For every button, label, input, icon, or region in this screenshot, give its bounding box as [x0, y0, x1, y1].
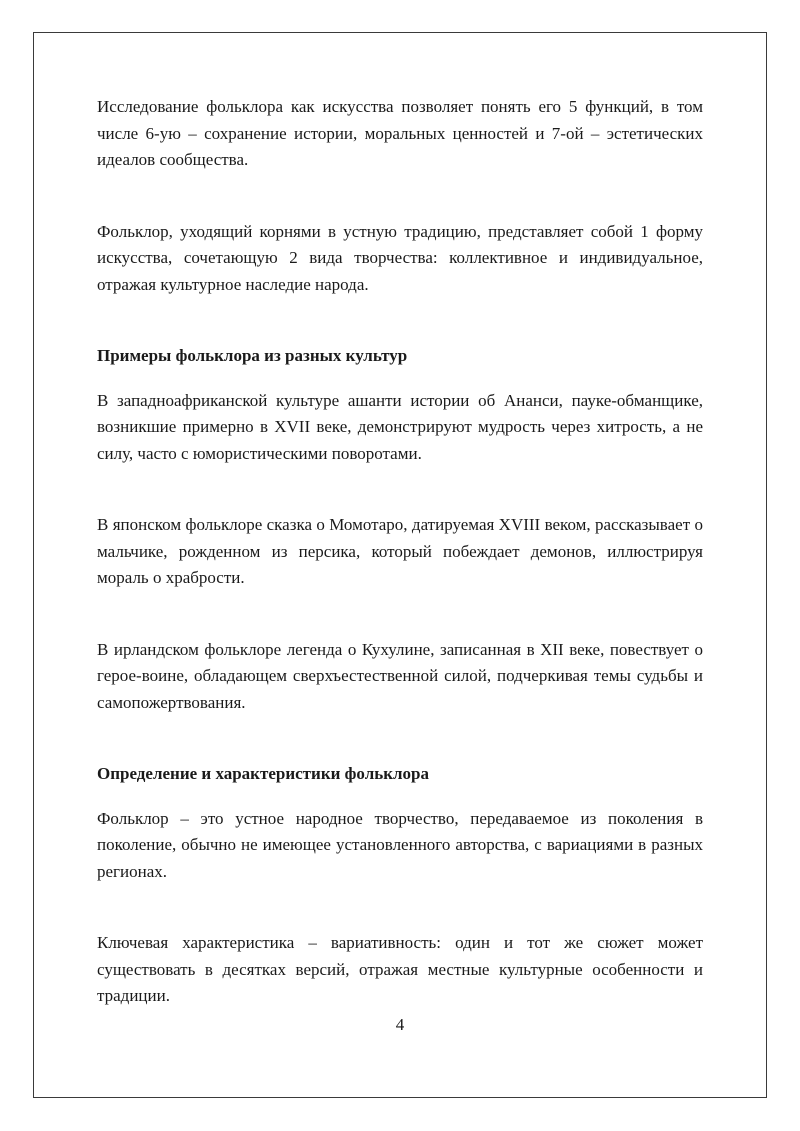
- example-paragraph-cuchulainn: В ирландском фольклоре легенда о Кухулине, записанная в XII веке, повествует о герое-воине, обладающем сверхъестественной силой, подчеркивая темы судьбы и самопожертвования.: [97, 639, 703, 712]
- definition-paragraph-1: Фольклор – это устное народное творчество, передаваемое из поколения в поколение, обычно не имеющее установленного авторства, с вариациями в разных регионах.: [97, 808, 703, 881]
- example-paragraph-momotaro: В японском фольклоре сказка о Момотаро, датируемая XVIII веком, рассказывает о мальчике, рожденном из персика, который побеждает демонов, иллюстрируя мораль о храбрости.: [97, 515, 703, 587]
- definition-paragraph-2: Ключевая характеристика – вариативность: один и тот же сюжет может существовать в десятках версий, отражая местные культурные особенности и традиции.: [97, 933, 703, 1005]
- document-body: [97, 94, 703, 1010]
- section-heading-definition: Определение и характеристики фольклора: [97, 764, 430, 783]
- section-heading-examples: Примеры фольклора из разных культур: [97, 346, 408, 365]
- page-number: 4: [395, 1015, 405, 1034]
- intro-paragraph-2: Фольклор, уходящий корнями в устную традицию, представляет собой 1 форму искусства, сочетающую 2 вида творчества: коллективное и индивидуальное, отражая культурное наследие народа.: [97, 221, 703, 294]
- intro-paragraph-1: Исследование фольклора как искусства позволяет понять его 5 функций, в том числе 6-ую – сохранение истории, моральных ценностей и 7-ой – эстетических идеалов сообщества.: [97, 97, 703, 169]
- example-paragraph-ananse: В западноафриканской культуре ашанти истории об Ананси, пауке-обманщике, возникшие примерно в XVII веке, демонстрируют мудрость через хитрость, а не силу, часто с юмористическими поворотами.: [97, 390, 703, 463]
